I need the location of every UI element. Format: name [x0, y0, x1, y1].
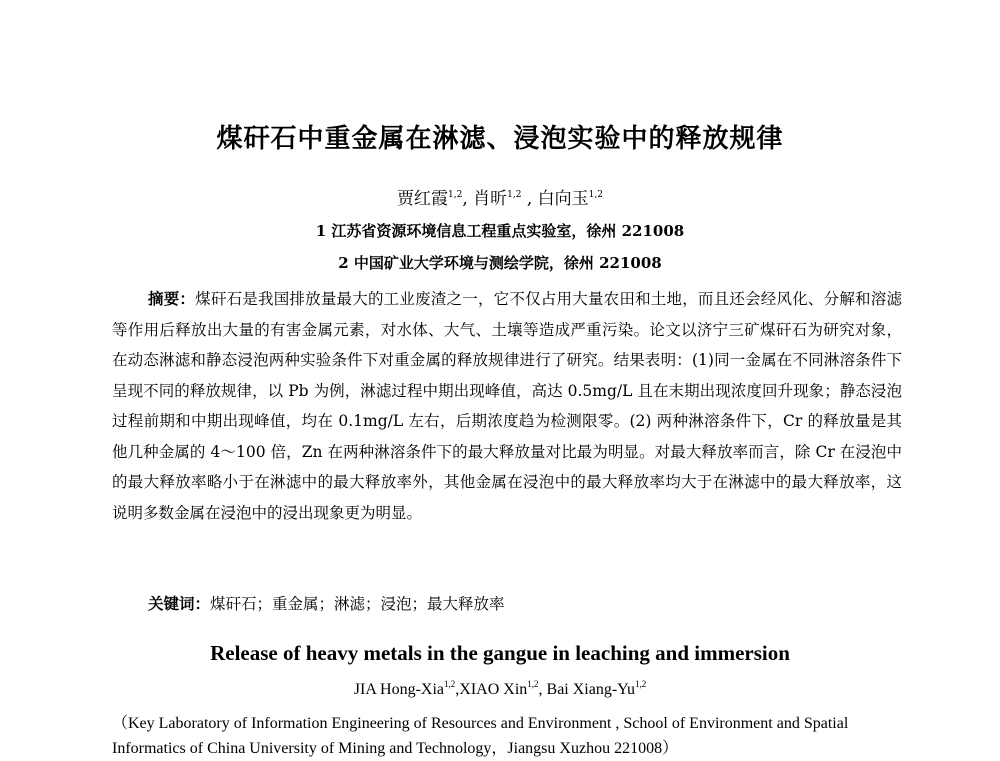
abstract-text: 煤矸石是我国排放量最大的工业废渣之一，它不仅占用大量农田和土地，而且还会经风化、分解和溶滤等作用后释放出大量的有害金属元素，对水体、大气、土壤等造成严重污染。论文以济宁三矿煤矸石为研究对象，在动态淋滤和静态浸泡两种实验条件下对重金属的释放规律进行了研究。结果表明：(1)同一金属在不同淋溶条件下呈现不同的释放规律，以 Pb 为例，淋滤过程中期出现峰值，高达 0.5mg/L 且在末期出现浓度回升现象；静态浸泡过程前期和中期出现峰值，均在 0.1mg/L 左右，后期浓度趋为检测限零。(2) 两种淋溶条件下，Cr 的释放量是其他几种金属的 4～100 倍，Zn 在两种淋溶条件下的最大释放量对比最为明显。对最大释放率而言，除 Cr 在浸泡中的最大释放率略小于在淋滤中的最大释放率外，其他金属在浸泡中的最大释放率均大于在淋滤中的最大释放率，这说明多数金属在浸泡中的浸出现象更为明显。 [112, 290, 902, 522]
chinese-abstract [112, 284, 902, 528]
chinese-title: 煤矸石中重金属在淋滤、浸泡实验中的释放规律 [216, 124, 784, 154]
chinese-affiliation-1: 1 江苏省资源环境信息工程重点实验室，徐州 221008 [315, 222, 685, 240]
author-en-1: JIA Hong-Xia$^{1,2}$, [353, 679, 460, 698]
english-title: Release of heavy metals in the gangue in leaching and immersion [210, 641, 790, 665]
keywords-text: 煤矸石；重金属；淋滤；浸泡；最大释放率 [210, 595, 505, 613]
chinese-affiliation-2: 2 中国矿业大学环境与测绘学院，徐州 221008 [338, 254, 662, 272]
english-affiliation: （Key Laboratory of Information Engineering of Resources and Environment , School of Environment and Spatial Informatics of China University of Mining and Technology，Jiangsu Xuzhou 221008） [112, 715, 849, 757]
chinese-authors [0, 184, 1000, 209]
english-authors [0, 681, 1000, 699]
author-en-3: Bai Xiang-Yu$^{1,2}$ [546, 679, 647, 698]
author-en-2: XIAO Xin$^{1,2}$, [459, 679, 547, 698]
chinese-keywords [148, 592, 505, 614]
abstract-label: 摘要： [148, 289, 196, 308]
keywords-label: 关键词： [148, 594, 211, 613]
author-2: 肖昕$^{1,2}$ , [473, 189, 538, 209]
author-3: 白向玉$^{1,2}$ [537, 189, 603, 209]
author-1: 贾红霞$^{1,2}$, [396, 189, 474, 209]
